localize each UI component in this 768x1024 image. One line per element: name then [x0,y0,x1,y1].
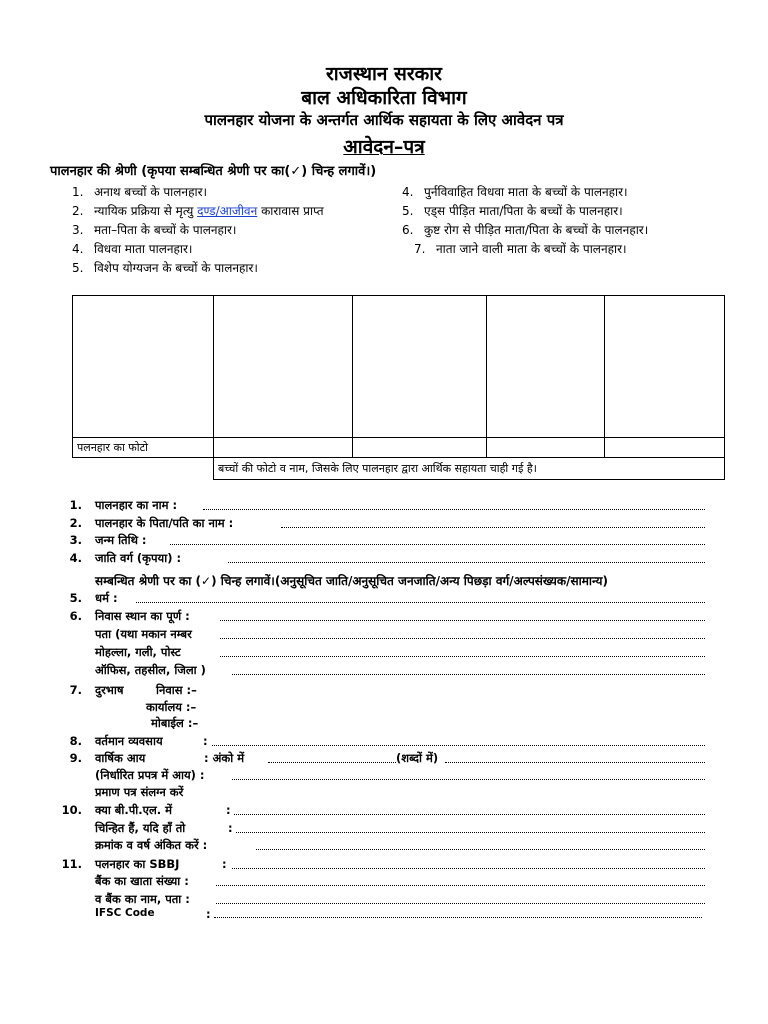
phone-home-label: निवास :– [156,683,197,697]
guardian-name-field[interactable] [203,508,705,510]
bank-account-label: बैंक का खाता संख्या : [95,874,189,888]
income-attach-note: प्रमाण पत्र संलग्न करें [95,785,184,799]
income-certificate-label: (निर्धारित प्रपत्र में आय) : [95,768,205,782]
bank-name-field[interactable] [216,902,705,904]
category-item-1[interactable]: 1. अनाथ बच्चों के पालनहार। [72,185,208,199]
ifsc-label: IFSC Code [95,907,155,919]
ifsc-field[interactable] [214,916,702,918]
field-label-income: वार्षिक आय [95,751,146,765]
address-field-3[interactable] [220,655,705,657]
occupation-field[interactable] [212,744,705,746]
field-label-religion: धर्म : [95,591,118,605]
category-heading: पालनहार की श्रेणी (कृपया सम्बन्धित श्रेणी पर का(✓) चिन्ह लगावें।) [50,164,377,179]
child-photo-box-2[interactable] [353,296,487,438]
child-name-box-1[interactable] [214,437,353,457]
category-item-r7[interactable]: 7. नाता जाने वाली माता के बच्चों के पालनहार। [414,242,627,256]
bank-sbbj-field[interactable] [232,867,705,869]
father-name-field[interactable] [281,526,705,528]
category-item-2[interactable]: 2. न्यायिक प्रक्रिया से मृत्यु दण्ड/आजीवन कारावास प्राप्त [72,204,324,218]
field-label-dob: जन्म तिथि : [95,533,147,547]
field-label-occupation: वर्तमान व्यवसाय [95,734,163,748]
child-name-box-2[interactable] [353,437,487,457]
field-label-bpl: क्या बी.पी.एल. में [95,803,173,817]
category-link[interactable]: दण्ड/आजीवन [197,204,258,218]
form-subtitle: पालनहार योजना के अन्तर्गत आर्थिक सहायता के लिए आवेदन पत्र [204,111,564,129]
children-photo-label: बच्चों की फोटो व नाम, जिसके लिए पालनहार द्वारा आर्थिक सहायता चाही गई है। [214,457,725,479]
address-line-3-label: मोहल्ला, गली, पोस्ट [95,645,181,659]
category-item-r5[interactable]: 5. एड्स पीड़ित माता/पिता के बच्चों के पालनहार। [402,204,623,218]
guardian-photo-box[interactable] [73,296,214,438]
government-title: राजस्थान सरकार [326,63,442,85]
child-photo-box-1[interactable] [214,296,353,438]
address-line-2-label: पता (यथा मकान नम्बर [95,627,192,641]
income-words-label: (शब्दों में) [396,751,439,765]
field-label-phone: दुरभाष [95,683,124,697]
department-title: बाल अधिकारिता विभाग [301,87,467,109]
field-label-guardian-name: पालनहार का नाम : [95,498,178,512]
phone-mobile-field[interactable] [220,726,705,728]
bpl-line-2-label: चिन्हित हैं, यदि हाँ तो [95,821,186,835]
form-title: आवेदन–पत्र [343,136,425,158]
field-label-father-name: पालनहार के पिता/पति का नाम : [95,516,234,530]
field-label-address: निवास स्थान का पूर्ण : [95,609,190,623]
guardian-photo-label: पलनहार का फोटो [73,437,214,457]
category-item-3[interactable]: 3. मता–पिता के बच्चों के पालनहार। [72,223,237,237]
category-item-4[interactable]: 4. विधवा माता पालनहार। [72,242,193,256]
income-digits-label: : अंको में [204,751,245,765]
category-item-5[interactable]: 5. विशेप योग्यजन के बच्चों के पालनहार। [72,261,258,275]
dob-field[interactable] [170,543,705,545]
bank-name-label: व बैंक का नाम, पता : [95,892,190,906]
phone-mobile-label: मोबाईल :– [151,716,199,730]
bank-account-field[interactable] [216,884,705,886]
income-digits-field[interactable] [268,761,396,763]
field-label-bank: पलनहार का SBBJ [95,857,180,871]
phone-office-field[interactable] [220,710,705,712]
child-name-box-3[interactable] [487,437,605,457]
income-certificate-field[interactable] [232,778,705,780]
income-words-field[interactable] [445,761,705,763]
bpl-field[interactable] [234,813,705,815]
child-name-box-4[interactable] [605,437,725,457]
caste-field[interactable] [228,561,705,563]
photo-table [72,295,725,480]
category-item-r4[interactable]: 4. पुर्नविवाहित विधवा माता के बच्चों के पालनहार। [402,185,628,199]
category-item-r6[interactable]: 6. कुष्ट रोग से पीड़ित माता/पिता के बच्चों के पालनहार। [402,223,649,237]
field-label-caste: जाति वर्ग (कृपया) : [95,551,182,565]
bpl-number-field[interactable] [256,848,705,850]
bpl-field-2[interactable] [236,831,705,833]
caste-note: सम्बन्धित श्रेणी पर का (✓) चिन्ह लगावें।(अनुसूचित जाति/अनुसूचित जनजाति/अन्य पिछड़ा वर्ग/अल्पसंख्यक/सामान्य) [95,574,608,588]
table-empty-cell [73,457,214,479]
phone-office-label: कार्यालय :– [146,700,197,714]
address-line-4-label: ऑफिस, तहसील, जिला ) [95,663,206,677]
bpl-line-3-label: क्रमांक व वर्ष अंकित करें : [95,838,208,852]
child-photo-box-3[interactable] [487,296,605,438]
phone-home-field[interactable] [210,693,705,695]
child-photo-box-4[interactable] [605,296,725,438]
address-field-1[interactable] [220,619,705,621]
address-field-4[interactable] [232,673,705,675]
address-field-2[interactable] [220,637,705,639]
religion-field[interactable] [136,601,705,603]
